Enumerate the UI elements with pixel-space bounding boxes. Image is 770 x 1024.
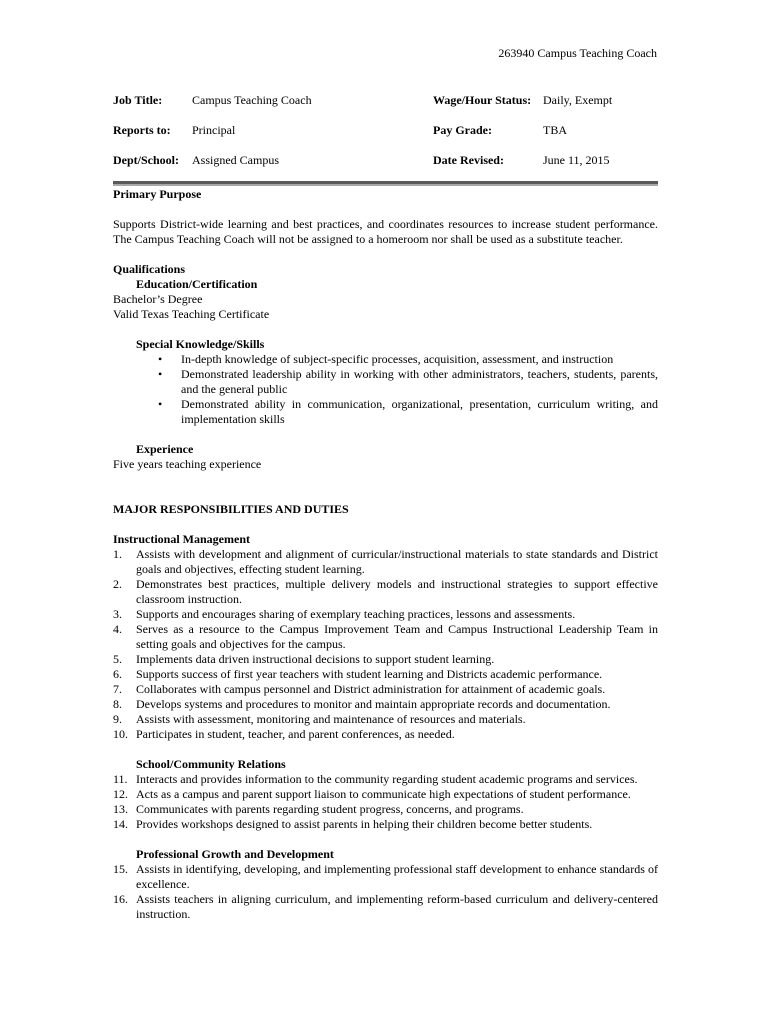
list-item [113, 802, 658, 817]
item-number: 1. [113, 547, 122, 561]
document-header-ref: 263940 Campus Teaching Coach [498, 46, 657, 60]
dept-school-label: Dept/School: [113, 153, 179, 167]
item-number: 12. [113, 787, 128, 801]
meta-row-dept [113, 153, 658, 183]
duty-text: Communicates with parents regarding student progress, concerns, and programs. [136, 802, 524, 816]
professional-growth-heading: Professional Growth and Development [136, 847, 334, 861]
wage-status-label: Wage/Hour Status: [433, 93, 532, 107]
date-revised-value: June 11, 2015 [543, 153, 610, 167]
duty-text: Provides workshops designed to assist parents in helping their children become better students. [136, 817, 593, 831]
item-number: 15. [113, 862, 128, 876]
duty-text: Supports success of first year teachers with student learning and Districts academic performance. [136, 667, 603, 681]
item-number: 5. [113, 652, 122, 666]
list-item [113, 577, 658, 607]
duty-text: Implements data driven instructional decisions to support student learning. [136, 652, 495, 666]
job-title-value: Campus Teaching Coach [192, 93, 312, 107]
item-number: 4. [113, 622, 122, 636]
item-number: 3. [113, 607, 122, 621]
item-number: 13. [113, 802, 128, 816]
date-revised-label: Date Revised: [433, 153, 504, 167]
experience-text: Five years teaching experience [113, 457, 262, 471]
bullet-icon: • [158, 352, 163, 366]
skills-list [136, 352, 658, 427]
bullet-icon: • [158, 397, 163, 411]
item-number: 11. [113, 772, 128, 786]
item-number: 10. [113, 727, 128, 741]
primary-purpose-text: Supports District-wide learning and best practices, and coordinates resources to increase student performance. The Campus Teaching Coach will not be assigned to a homeroom nor shall be used as a substitute teacher. [113, 217, 658, 246]
list-item [113, 892, 658, 922]
growth-duties-list [113, 862, 658, 922]
duty-text: Participates in student, teacher, and parent conferences, as needed. [136, 727, 455, 741]
item-number: 2. [113, 577, 122, 591]
duty-text: Supports and encourages sharing of exemplary teaching practices, lessons and assessments. [136, 607, 576, 621]
experience-heading: Experience [136, 442, 194, 456]
duty-text: Assists with development and alignment of curricular/instructional materials to state standards and District goals and objectives, effecting student learning. [136, 547, 658, 576]
document-body [113, 187, 658, 922]
list-item [113, 547, 658, 577]
list-item [113, 712, 658, 727]
primary-purpose-heading: Primary Purpose [113, 187, 202, 201]
education-heading: Education/Certification [136, 277, 258, 291]
list-item [113, 682, 658, 697]
list-item [113, 697, 658, 712]
instructional-duties-list [113, 547, 658, 742]
duty-text: Assists in identifying, developing, and implementing professional staff development to enhance standards of excellence. [136, 862, 658, 891]
skills-heading: Special Knowledge/Skills [136, 337, 265, 351]
skill-text: Demonstrated leadership ability in working with other administrators, teachers, students, parents, and the general public [181, 367, 658, 396]
item-number: 7. [113, 682, 122, 696]
list-item [113, 652, 658, 667]
duties-heading: MAJOR RESPONSIBILITIES AND DUTIES [113, 502, 349, 516]
instructional-management-heading: Instructional Management [113, 532, 250, 546]
job-title-label: Job Title: [113, 93, 163, 107]
skill-text: Demonstrated ability in communication, organizational, presentation, curriculum writing, and implementation skills [181, 397, 658, 426]
list-item [113, 607, 658, 622]
list-item [113, 817, 658, 832]
list-item [113, 622, 658, 652]
list-item [136, 352, 658, 367]
meta-row-reports-to [113, 123, 658, 153]
list-item [113, 787, 658, 802]
duty-text: Assists teachers in aligning curriculum, and implementing reform-based curriculum and delivery-centered instruction. [136, 892, 658, 921]
duty-text: Acts as a campus and parent support liaison to communicate high expectations of student performance. [136, 787, 631, 801]
item-number: 8. [113, 697, 122, 711]
item-number: 6. [113, 667, 122, 681]
education-item: Bachelor’s Degree [113, 292, 203, 306]
list-item [113, 862, 658, 892]
job-meta-table [113, 93, 658, 183]
qualifications-heading: Qualifications [113, 262, 186, 276]
wage-status-value: Daily, Exempt [543, 93, 613, 107]
meta-row-job-title [113, 93, 658, 123]
reports-to-value: Principal [192, 123, 236, 137]
reports-to-label: Reports to: [113, 123, 171, 137]
duty-text: Demonstrates best practices, multiple delivery models and instructional strategies to support effective classroom instruction. [136, 577, 658, 606]
list-item [136, 367, 658, 397]
duty-text: Develops systems and procedures to monitor and maintain appropriate records and documentation. [136, 697, 611, 711]
duty-text: Assists with assessment, monitoring and maintenance of resources and materials. [136, 712, 526, 726]
list-item [136, 397, 658, 427]
community-relations-heading: School/Community Relations [136, 757, 286, 771]
duty-text: Serves as a resource to the Campus Improvement Team and Campus Instructional Leadership Team in setting goals and objectives for the campus. [136, 622, 658, 651]
duty-text: Interacts and provides information to the community regarding student academic programs and services. [136, 772, 638, 786]
item-number: 9. [113, 712, 122, 726]
community-duties-list [113, 772, 658, 832]
education-item: Valid Texas Teaching Certificate [113, 307, 270, 321]
pay-grade-value: TBA [543, 123, 567, 137]
bullet-icon: • [158, 367, 163, 381]
item-number: 16. [113, 892, 128, 906]
dept-school-value: Assigned Campus [192, 153, 279, 167]
header-divider [113, 181, 658, 186]
list-item [113, 667, 658, 682]
list-item [113, 727, 658, 742]
duty-text: Collaborates with campus personnel and District administration for attainment of academic goals. [136, 682, 606, 696]
pay-grade-label: Pay Grade: [433, 123, 492, 137]
skill-text: In-depth knowledge of subject-specific processes, acquisition, assessment, and instruction [181, 352, 614, 366]
item-number: 14. [113, 817, 128, 831]
list-item [113, 772, 658, 787]
